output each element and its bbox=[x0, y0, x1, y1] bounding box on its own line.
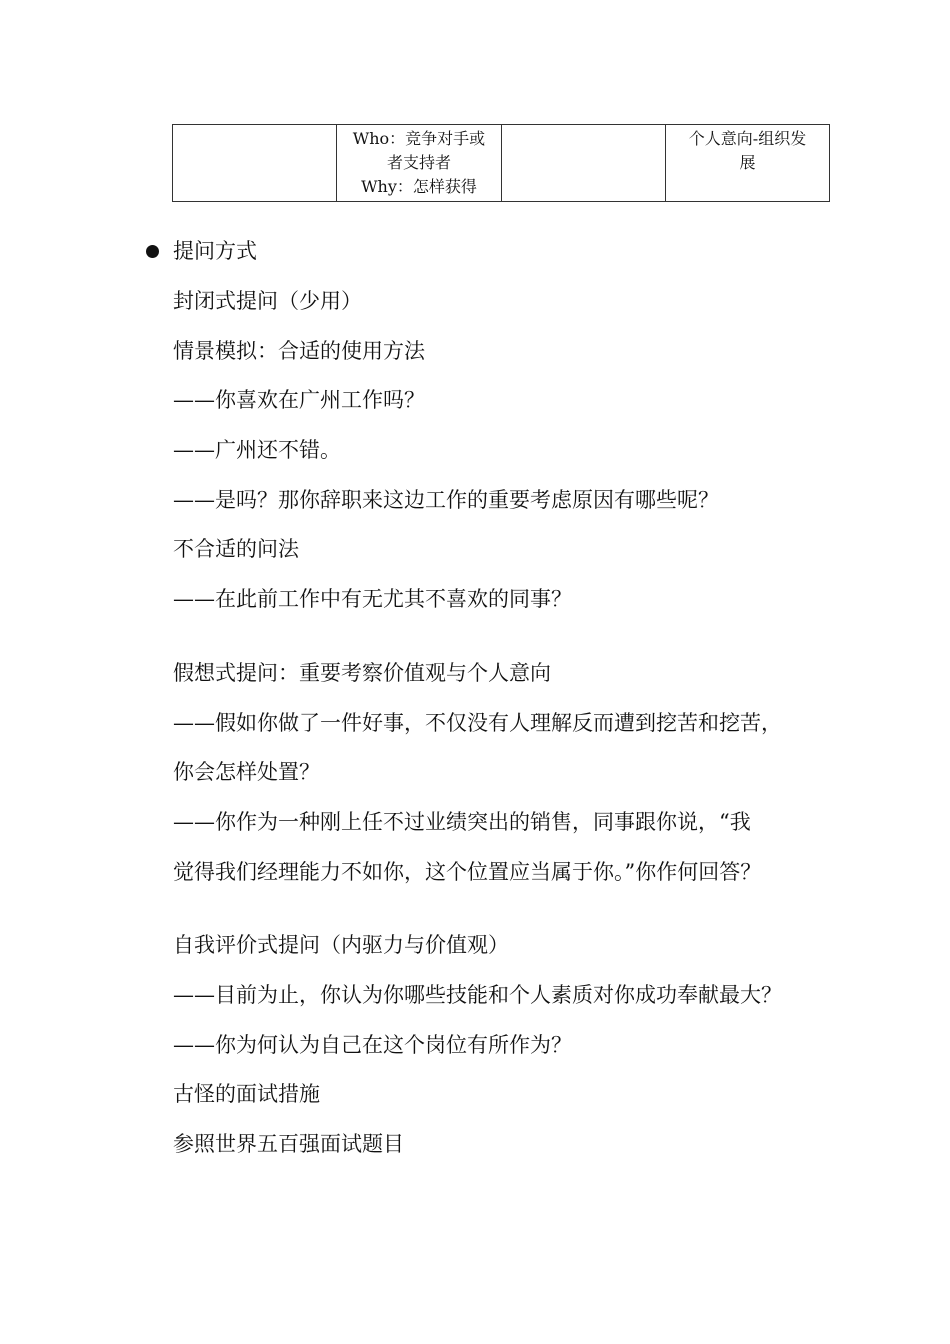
text-line: ——你为何认为自己在这个岗位有所作为？ bbox=[173, 1032, 572, 1057]
text-line: ——是吗？那你辞职来这边工作的重要考虑原因有哪些呢？ bbox=[173, 487, 719, 512]
paragraph-gap bbox=[173, 634, 833, 658]
text-line: 你会怎样处置？ bbox=[173, 760, 320, 785]
text-line: 假想式提问：重要考察价值观与个人意向 bbox=[173, 660, 551, 685]
cell-text: 展 bbox=[739, 153, 756, 172]
text-line: ——你作为一种刚上任不过业绩突出的销售，同事跟你说，“我 bbox=[173, 809, 751, 834]
text-line: 情景模拟：合适的使用方法 bbox=[173, 338, 425, 363]
interview-table bbox=[172, 124, 830, 202]
text-line: ——你喜欢在广州工作吗？ bbox=[173, 388, 425, 413]
text-line: ——假如你做了一件好事，不仅没有人理解反而遭到挖苦和挖苦， bbox=[173, 710, 782, 735]
bullet-dot-icon bbox=[146, 245, 159, 258]
section-title: 提问方式 bbox=[173, 239, 257, 263]
text-line: 觉得我们经理能力不如你，这个位置应当属于你。”你作何回答？ bbox=[173, 859, 762, 884]
paragraph-gap bbox=[173, 906, 833, 930]
text-line: ——目前为止，你认为你哪些技能和个人素质对你成功奉献最大？ bbox=[173, 982, 782, 1007]
table-cell-1 bbox=[173, 125, 337, 202]
text-line: 古怪的面试措施 bbox=[173, 1082, 320, 1107]
cell-text: 个人意向-组织发 bbox=[688, 129, 807, 148]
text-line: 不合适的问法 bbox=[173, 537, 299, 562]
table-cell-2 bbox=[337, 125, 502, 202]
table-cell-3 bbox=[502, 125, 666, 202]
text-line: ——广州还不错。 bbox=[173, 438, 341, 463]
text-line: 封闭式提问（少用） bbox=[173, 289, 362, 313]
table-row bbox=[173, 125, 830, 202]
cell-text: Why：怎样获得 bbox=[361, 177, 477, 196]
text-line: ——在此前工作中有无尤其不喜欢的同事？ bbox=[173, 587, 572, 612]
bullet-heading bbox=[146, 236, 257, 266]
text-line: 自我评价式提问（内驱力与价值观） bbox=[173, 933, 509, 958]
cell-text: 者支持者 bbox=[386, 153, 451, 172]
body-text bbox=[173, 286, 833, 1179]
table-cell-4 bbox=[666, 125, 830, 202]
cell-text: Who：竞争对手或 bbox=[352, 129, 486, 148]
text-line: 参照世界五百强面试题目 bbox=[173, 1132, 404, 1156]
